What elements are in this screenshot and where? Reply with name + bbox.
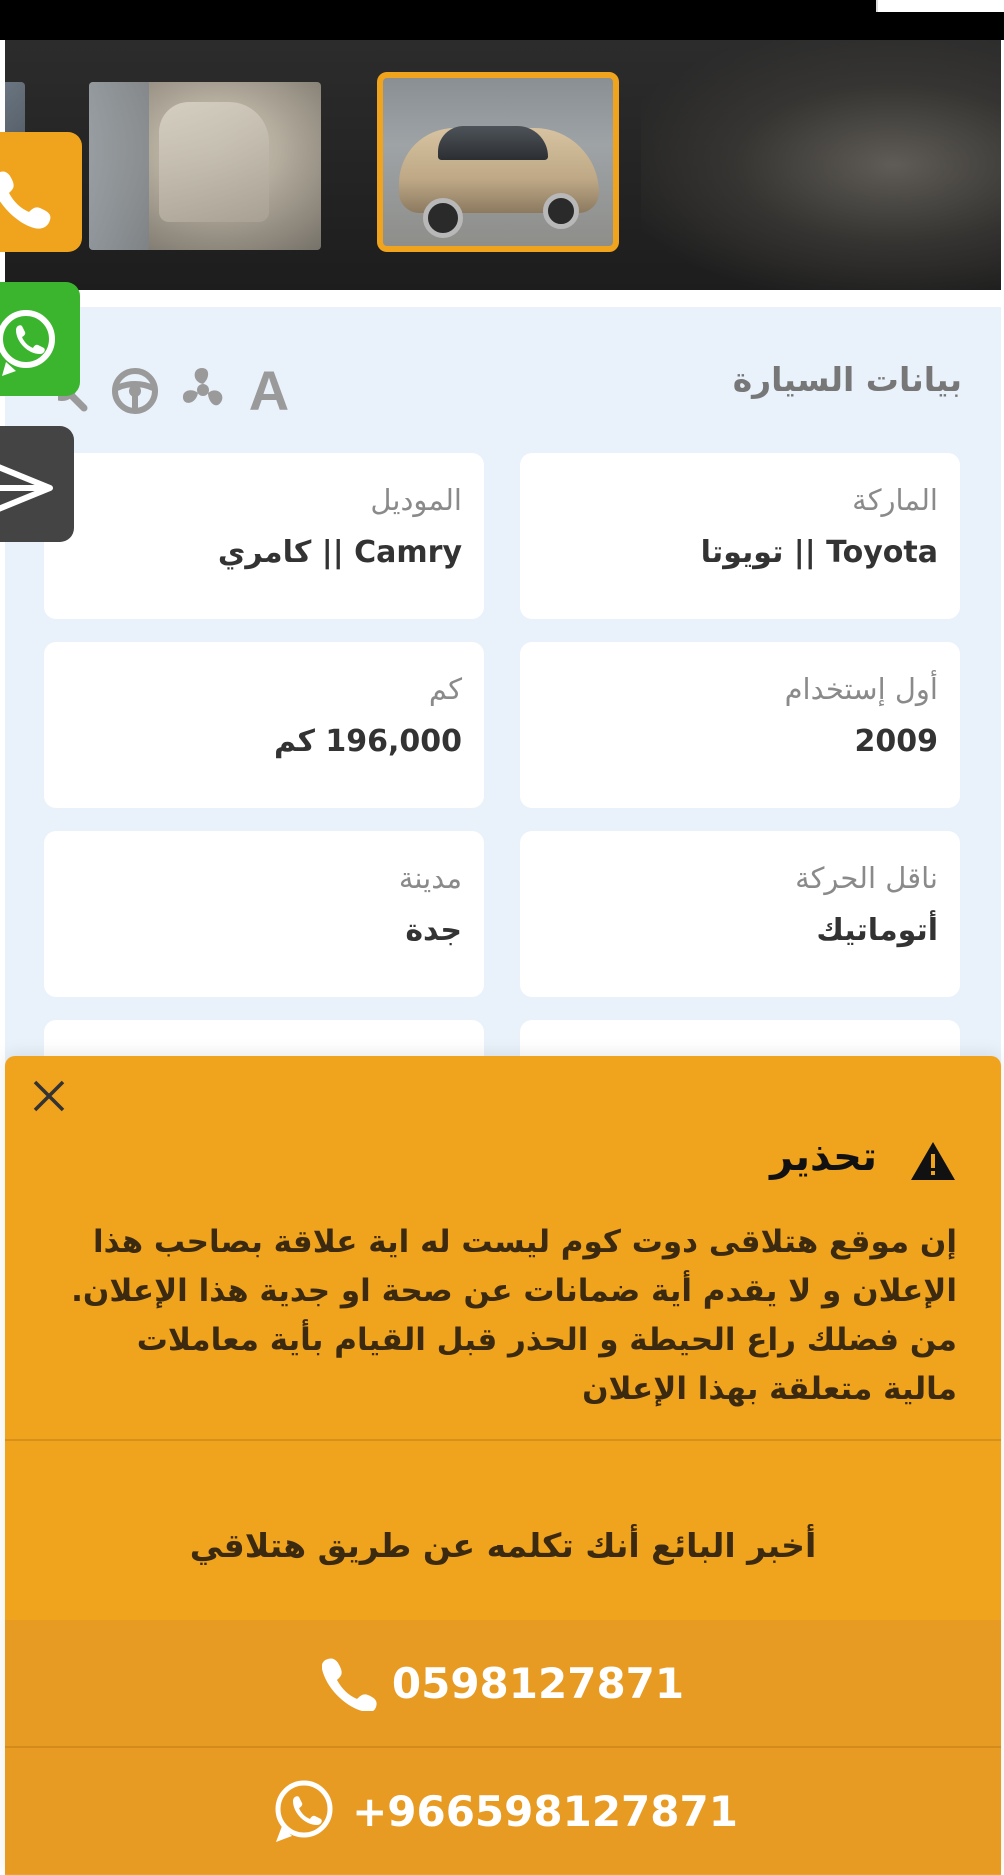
whatsapp-button[interactable] <box>0 282 80 396</box>
card-first-use <box>520 642 960 808</box>
warning-message: إن موقع هتلاقى دوت كوم ليست له اية علاقة بصاحب هذا الإعلان و لا يقدم أية ضمانات عن صحة او جدية هذا الإعلان. من فضلك راع الحيطة و الحذر قبل القيام بأية معاملات مالية متعلقة بهذا الإعلان <box>71 1224 957 1407</box>
call-button[interactable] <box>0 132 82 252</box>
card-value: 2009 <box>854 724 938 759</box>
whatsapp-number: +966598127871 <box>352 1786 738 1836</box>
whatsapp-icon <box>268 1776 338 1846</box>
gallery-thumb-interior[interactable] <box>89 82 321 250</box>
card-label: الماركة <box>852 483 938 517</box>
card-label: كم <box>428 672 462 706</box>
card-value: Toyota || تويوتا <box>700 535 938 570</box>
card-label: أول إستخدام <box>784 672 938 706</box>
photo-gallery <box>5 40 1001 290</box>
close-icon[interactable] <box>27 1074 71 1118</box>
card-value: جدة <box>405 913 462 948</box>
feature-icons <box>58 360 298 420</box>
card-label: الموديل <box>370 483 462 517</box>
card-value: Camry || كامري <box>217 535 462 570</box>
card-transmission <box>520 831 960 997</box>
section-title: بيانات السيارة <box>732 360 962 399</box>
share-button[interactable] <box>0 426 74 542</box>
card-label: مدينة <box>398 861 462 895</box>
phone-icon <box>0 132 82 252</box>
whatsapp-icon <box>0 282 80 396</box>
gallery-thumb-active[interactable] <box>377 72 619 252</box>
share-icon <box>0 426 74 542</box>
warning-sheet <box>5 1056 1001 1875</box>
steering-wheel-icon <box>110 366 160 416</box>
car-wheel <box>423 198 463 238</box>
top-bar-divider <box>876 0 878 12</box>
whatsapp-contact-button[interactable] <box>5 1748 1001 1874</box>
phone-number: 0598127871 <box>391 1658 685 1708</box>
phone-contact-button[interactable] <box>5 1620 1001 1746</box>
card-label: ناقل الحركة <box>795 861 938 895</box>
car-wheel <box>543 193 579 229</box>
automatic-transmission-icon <box>246 362 292 416</box>
card-brand <box>520 453 960 619</box>
warning-title: تحذير <box>770 1134 877 1180</box>
divider <box>5 1439 1001 1441</box>
top-bar-edge <box>876 0 1004 12</box>
svg-text:A: A <box>248 362 290 416</box>
card-value: أتوماتيك <box>816 913 938 948</box>
car-window <box>438 126 548 160</box>
fan-icon <box>178 364 228 416</box>
tell-seller-note: أخبر البائع أنك تكلمه عن طريق هتلاقي <box>189 1526 817 1565</box>
card-city <box>44 831 484 997</box>
card-value: 196,000 كم <box>273 724 462 759</box>
top-bar <box>0 0 1004 40</box>
card-model <box>44 453 484 619</box>
warning-triangle-icon <box>909 1140 957 1182</box>
card-mileage <box>44 642 484 808</box>
phone-icon <box>322 1655 378 1711</box>
